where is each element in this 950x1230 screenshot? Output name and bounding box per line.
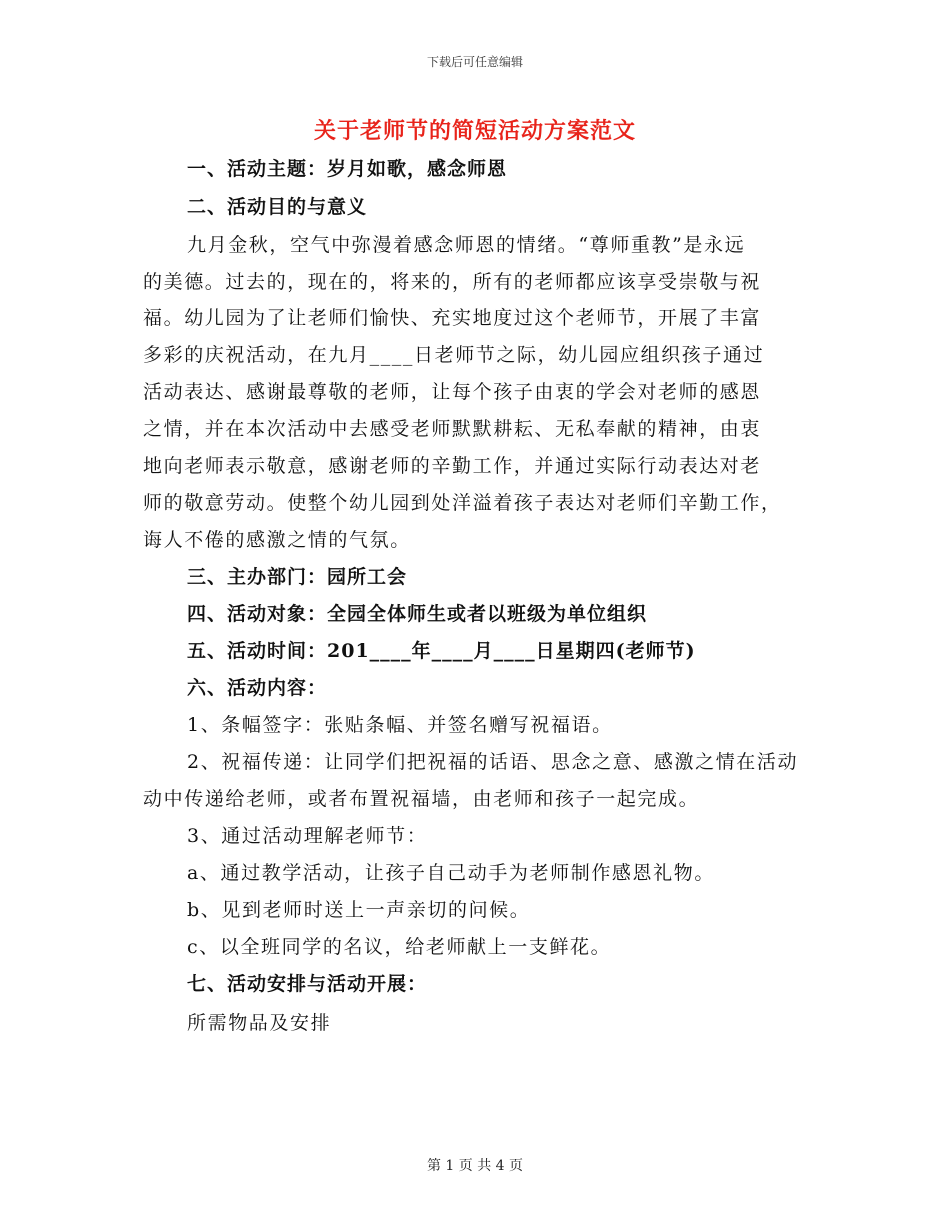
document-title: 关于老师节的简短活动方案范文 <box>313 118 636 144</box>
content-item: 3、通过活动理解老师节： <box>187 825 428 847</box>
section-theme: 一、活动主题：岁月如歌，感念师恩 <box>187 158 508 180</box>
purpose-line: 九月金秋，空气中弥漫着感念师恩的情绪。“尊师重教”是永远 <box>187 234 746 256</box>
purpose-line: 的美德。过去的，现在的，将来的，所有的老师都应该享受崇敬与祝 <box>143 271 762 293</box>
purpose-line: 活动表达、感谢最尊敬的老师，让每个孩子由衷的学会对老师的感恩 <box>143 381 762 403</box>
purpose-line: 地向老师表示敬意，感谢老师的辛勤工作，并通过实际行动表达对老 <box>143 455 762 477</box>
section-arrangement-heading: 七、活动安排与活动开展： <box>187 973 428 995</box>
purpose-line: 多彩的庆祝活动，在九月____日老师节之际，幼儿园应组织孩子通过 <box>143 344 765 366</box>
purpose-line: 诲人不倦的感激之情的气氛。 <box>143 529 411 551</box>
purpose-line: 福。幼儿园为了让老师们愉快、充实地度过这个老师节，开展了丰富 <box>143 307 762 329</box>
content-item: c、以全班同学的名议，给老师献上一支鲜花。 <box>187 936 612 958</box>
section-organizer: 三、主办部门：园所工会 <box>187 566 408 588</box>
section-content-heading: 六、活动内容： <box>187 677 328 699</box>
content-item: 动中传递给老师，或者布置祝福墙，由老师和孩子一起完成。 <box>143 788 700 810</box>
content-item: 1、条幅签字：张贴条幅、并签名赠写祝福语。 <box>187 714 613 736</box>
content-item: b、见到老师时送上一声亲切的问候。 <box>187 899 531 921</box>
content-item: 2、祝福传递：让同学们把祝福的话语、思念之意、感激之情在活动 <box>187 751 799 773</box>
section-purpose-heading: 二、活动目的与意义 <box>187 196 368 218</box>
page-footer: 第 1 页 共 4 页 <box>426 1158 524 1174</box>
header-note: 下载后可任意编辑 <box>426 55 523 69</box>
purpose-line: 之情，并在本次活动中去感受老师默默耕耘、无私奉献的精神，由衷 <box>143 418 762 440</box>
purpose-line: 师的敬意劳动。使整个幼儿园到处洋溢着孩子表达对老师们辛勤工作， <box>143 492 782 514</box>
section-target: 四、活动对象：全园全体师生或者以班级为单位组织 <box>187 603 648 625</box>
content-item: a、通过教学活动，让孩子自己动手为老师制作感恩礼物。 <box>187 862 715 884</box>
arrangement-text: 所需物品及安排 <box>187 1012 332 1034</box>
section-time: 五、活动时间：201____年____月____日星期四(老师节) <box>187 640 696 662</box>
